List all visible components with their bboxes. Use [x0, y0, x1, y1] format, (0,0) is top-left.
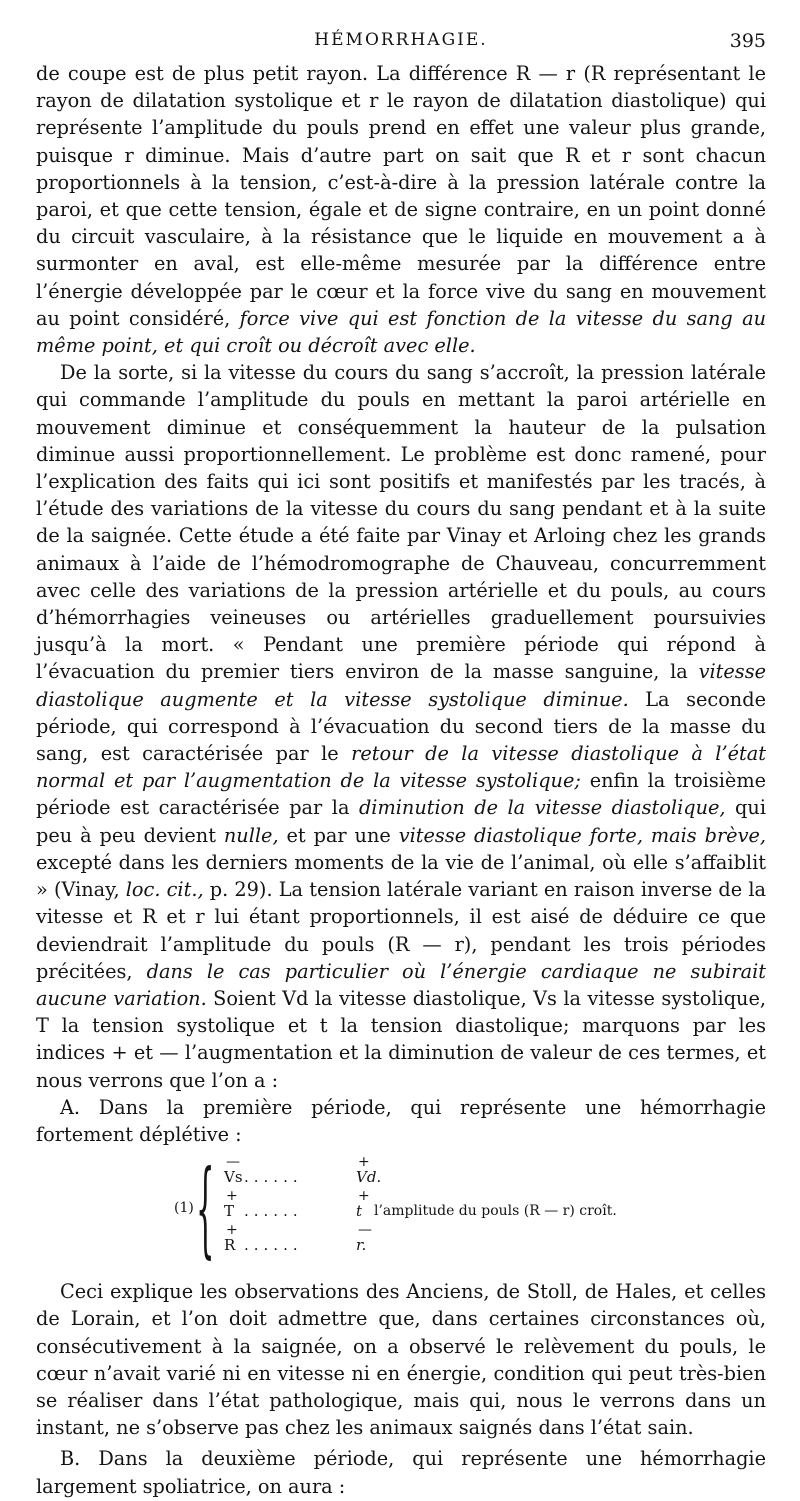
leader-dots: ...... [244, 1202, 303, 1221]
formula-rhs: Vd. [356, 1168, 382, 1187]
formula-rhs: r. [356, 1236, 367, 1255]
running-header [36, 30, 766, 54]
body-text [36, 60, 766, 1500]
text-run: Soient Vd la vitesse diastolique, Vs la vitesse systolique, T la tension systolique et t la tension diastolique; marquons par les indices + et — l’augmentation et la diminution de valeur de ces termes, et nous verrons que l’on a : [36, 986, 766, 1092]
text-run: qui peu à peu devient [36, 796, 766, 847]
italic-run: diminution de la vitesse diastolique, [358, 796, 726, 820]
paragraph-1 [36, 60, 766, 359]
text-run: De la sorte, si la vitesse du cours du sang s’accroît, la pression latérale qui commande l’amplitude du pouls en mettant la paroi artérielle en mouvement diminue et conséquemment la hauteur de la pulsation diminue aussi proportionnellement. Le problème est donc ramené, pour l’explication des faits qui ici sont positifs et manifestés par les tracés, à l’étude des variations de la vitesse du cours du sang pendant et à la suite de la saignée. Cette étude a été faite par Vinay et Arloing chez les grands animaux à l’aide de l’hémodromographe de Chauveau, concurremment avec celle des variations de la pression artérielle et du pouls, au cours d’hémorrhagies veineuses ou artérielles graduellement poursuivies jusqu’à la mort. « Pendant une première période qui répond à l’évacuation du premier tiers environ de la masse sanguine, la [36, 361, 766, 684]
formula-row [224, 1188, 744, 1221]
formula-lhs: T [224, 1202, 235, 1221]
leader-dots: ...... [244, 1236, 303, 1255]
paragraph-a: A. Dans la première période, qui représente une hémorrhagie fortement déplétive : [36, 1095, 766, 1146]
running-title: HÉMORRHAGIE. [314, 30, 488, 50]
paragraph-b: B. Dans la deuxième période, qui représente une hémorrhagie largement spoliatrice, on aura : [36, 1447, 766, 1498]
text-run: et par une [278, 823, 399, 847]
text-run: de coupe est de plus petit rayon. La différence R — r (R représentant le rayon de dilatation systolique et r le rayon de dilatation diastolique) qui représente l’amplitude du pouls prend en effet une valeur plus grande, puisque r diminue. Mais d’autre part on sait que R et r sont chacun proportionnels à la tension, c’est-à-dire à la pression latérale contre la paroi, et que cette tension, égale et de signe contraire, en un point donné du circuit vasculaire, à la résistance que le liquide en mouvement a à surmonter en aval, est elle-même mesurée par la différence entre l’énergie développée par le cœur et la force vive du sang en mouvement au point considéré, [36, 62, 766, 330]
paragraph-2 [36, 359, 766, 1093]
paragraph-3: Ceci explique les observations des Anciens, de Stoll, de Hales, et celles de Lorain, et l’on doit admettre que, dans certaines circonstances où, consécutivement à la saignée, on a observé le relèvement du pouls, le cœur n’avait varié ni en vitesse ni en énergie, condition qui peut très-bien se réaliser dans l’état pathologique, mais qui, nous le verrons dans un instant, ne s’observe pas chez les animaux saignés dans l’état sain. [36, 1280, 766, 1440]
sign-mark: + [358, 1188, 370, 1205]
leader-dots: ...... [244, 1168, 303, 1187]
sign-mark: + [358, 1154, 370, 1171]
formula-1 [36, 1147, 766, 1270]
sign-mark: + [226, 1188, 238, 1205]
text-run: excepté dans les derniers moments de la vie de l’animal, où elle s’affaiblit » (Vinay, [36, 850, 766, 902]
text-run: La seconde période, qui correspond à l’évacuation du second tiers de la masse du sang, est caractérisée par le [36, 687, 766, 766]
sign-mark: + [226, 1222, 238, 1239]
formula-result: l’amplitude du pouls (R — r) croît. [374, 1203, 617, 1220]
formula-row [224, 1154, 744, 1187]
italic-run: vitesse diastolique forte, mais brève, [398, 823, 767, 847]
formula-lhs: Vs [224, 1168, 243, 1187]
page-number: 395 [729, 30, 766, 52]
formula-brace: { [196, 1147, 215, 1270]
italic-run: vitesse diastolique augmente et la vitesse systolique diminue. [36, 660, 766, 711]
formula-row [224, 1222, 744, 1255]
formula-rhs: t [356, 1202, 363, 1221]
italic-run: force vive qui est fonction de la vitesse du sang au même point, et qui croît ou décroît avec elle. [36, 306, 766, 358]
text-run: enfin la troisième période est caractérisée par la [36, 769, 767, 820]
sign-mark: — [358, 1222, 372, 1239]
formula-number: (1) [174, 1200, 194, 1217]
sign-mark: — [226, 1154, 240, 1171]
italic-run: dans le cas particulier où l’énergie cardiaque ne subirait aucune variation. [36, 959, 766, 1010]
formula-lhs: R [224, 1236, 236, 1255]
italic-run: retour de la vitesse diastolique à l’état normal et par l’augmentation de la vitesse systolique; [36, 742, 766, 793]
italic-run: loc. cit., [125, 878, 204, 902]
text-run: p. 29). La tension latérale variant en raison inverse de la vitesse et R et r lui étant proportionnels, il est aisé de déduire ce que deviendrait l’amplitude du pouls (R — r), pendant les trois périodes précitées, [36, 878, 766, 983]
italic-run: nulle, [223, 823, 279, 847]
